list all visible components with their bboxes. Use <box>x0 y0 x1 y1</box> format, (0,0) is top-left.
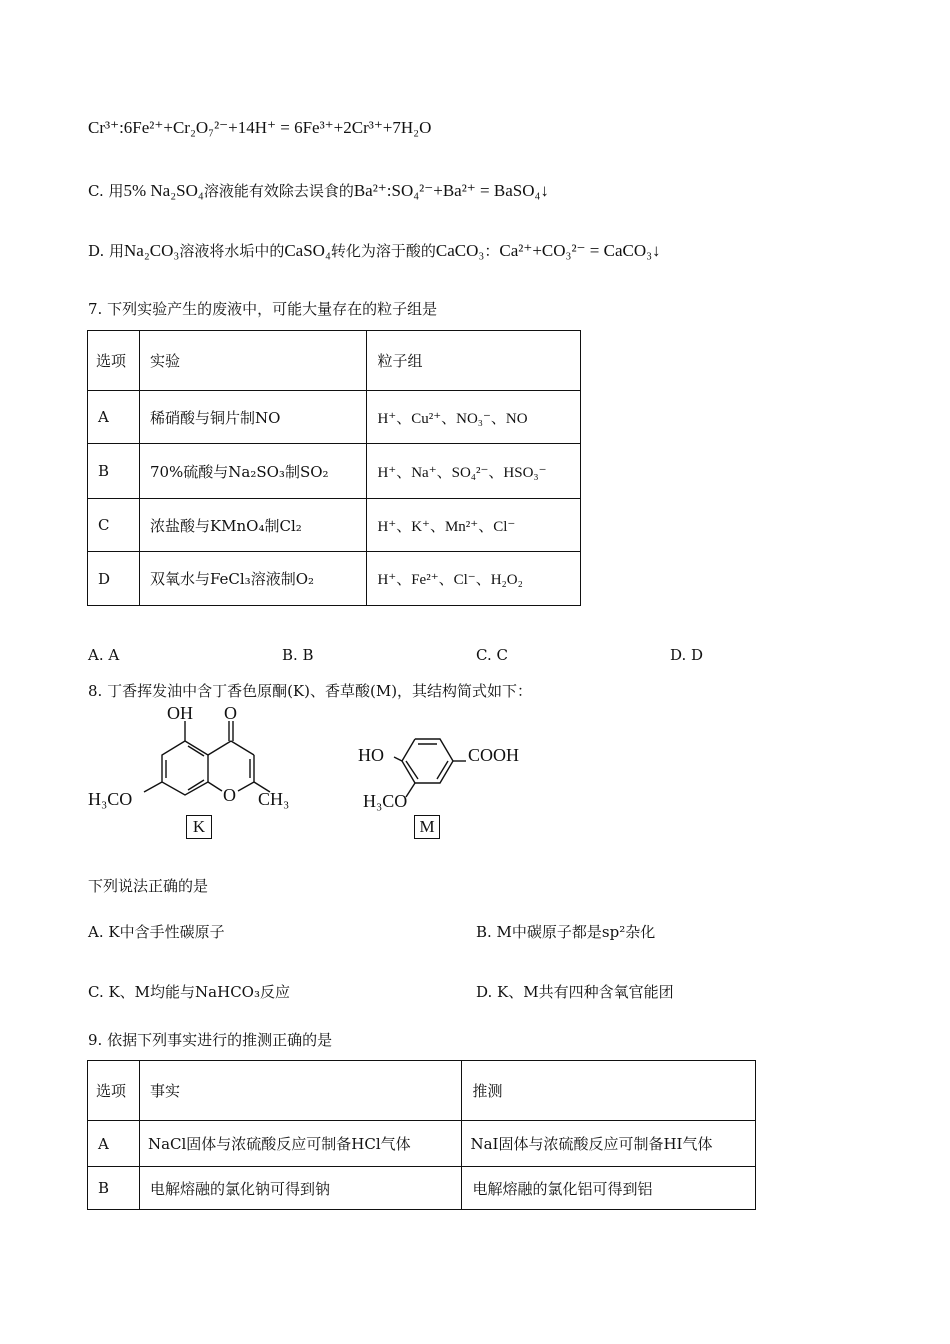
table-row <box>88 552 581 606</box>
q9-header-fact: 事实 <box>139 1061 462 1121</box>
k-oh-label: OH <box>167 705 193 723</box>
q6d-reagent3: CaCO₃ <box>435 241 485 260</box>
q9-row-a-opt: A <box>88 1121 140 1167</box>
k-ch3-label: CH₃ <box>258 789 290 809</box>
q9-stem: 9. 依据下列事实进行的推测正确的是 <box>88 1031 333 1049</box>
q7-header-option: 选项 <box>88 331 140 391</box>
q7-row-c-ions: H⁺、K⁺、Mn²⁺、Cl⁻ <box>367 499 581 552</box>
structure-m-label: M <box>414 815 440 839</box>
m-ho-label: HO <box>358 745 384 765</box>
q7-row-d-ions: H⁺、Fe²⁺、Cl⁻、H₂O₂ <box>367 552 581 606</box>
q6c-reagent: 5% Na₂SO₄ <box>123 181 204 200</box>
m-cooh-label: COOH <box>468 745 520 765</box>
q6d-reagent2: CaSO₄ <box>284 241 331 260</box>
q6c-text: 溶液能有效除去误食的 <box>203 182 354 200</box>
structure-k-label: K <box>186 815 212 839</box>
q7-choice-a: A. A <box>88 646 120 664</box>
q7-choice-d: D. D <box>670 646 704 664</box>
structure-k <box>80 705 310 815</box>
q9-row-b-fact: 电解熔融的氯化钠可得到钠 <box>139 1167 462 1210</box>
q7-choice-c: C. C <box>476 646 508 664</box>
q9-row-a-guess: NaI固体与浓硫酸反应可制备HI气体 <box>462 1121 756 1167</box>
q7-row-c-opt: C <box>88 499 140 552</box>
q7-row-b-opt: B <box>88 444 140 499</box>
q7-row-a-ions: H⁺、Cu²⁺、NO₃⁻、NO <box>367 391 581 444</box>
q6-option-d <box>88 240 661 261</box>
q9-row-a-fact: NaCl固体与浓硫酸反应可制备HCl气体 <box>139 1121 462 1167</box>
k-o-label: O <box>224 705 237 723</box>
q8-sub-stem: 下列说法正确的是 <box>88 877 209 895</box>
q7-stem: 7. 下列实验产生的废液中，可能大量存在的粒子组是 <box>88 300 438 318</box>
table-row <box>88 1121 756 1167</box>
q6-option-c <box>88 180 549 201</box>
q7-header-particles: 粒子组 <box>367 331 581 391</box>
q6d-prefix: D. 用 <box>88 242 125 260</box>
k-ring-o-label: O <box>223 785 236 805</box>
q9-header-row <box>88 1061 756 1121</box>
q6c-equation: Ba²⁺:SO₄²⁻+Ba²⁺ = BaSO₄↓ <box>353 181 549 200</box>
q7-row-b-ions: H⁺、Na⁺、SO₄²⁻、HSO₃⁻ <box>367 444 581 499</box>
q8-choice-b: B. M中碳原子都是sp²杂化 <box>476 923 656 941</box>
q6d-text1: 溶液将水垢中的 <box>179 242 285 260</box>
q7-table <box>87 330 581 606</box>
q8-choice-a: A. K中含手性碳原子 <box>88 923 225 941</box>
q9-table <box>87 1060 756 1210</box>
q7-choice-b: B. B <box>282 646 314 664</box>
q6d-equation: Ca²⁺+CO₃²⁻ = CaCO₃↓ <box>499 241 661 260</box>
q8-stem: 8. 丁香挥发油中含丁香色原酮(K)、香草酸(M)，其结构简式如下： <box>88 682 533 700</box>
table-row <box>88 499 581 552</box>
q9-row-b-guess: 电解熔融的氯化铝可得到铝 <box>462 1167 756 1210</box>
m-h3co-label: H₃CO <box>363 791 408 811</box>
q7-row-a-opt: A <box>88 391 140 444</box>
q7-header-row <box>88 331 581 391</box>
q7-row-d-exp: 双氧水与FeCl₃溶液制O₂ <box>139 552 367 606</box>
q9-header-option: 选项 <box>88 1061 140 1121</box>
structure-m <box>350 725 550 815</box>
q9-header-guess: 推测 <box>462 1061 756 1121</box>
q7-header-experiment: 实验 <box>139 331 367 391</box>
table-row <box>88 1167 756 1210</box>
q6c-prefix: C. 用 <box>88 182 124 200</box>
q8-choice-c: C. K、M均能与NaHCO₃反应 <box>88 983 290 1001</box>
top-equation: Cr³⁺:6Fe²⁺+Cr₂O₇²⁻+14H⁺ = 6Fe³⁺+2Cr³⁺+7H₂O <box>88 118 432 137</box>
q7-row-b-exp: 70%硫酸与Na₂SO₃制SO₂ <box>139 444 367 499</box>
table-row <box>88 444 581 499</box>
q6d-reagent: Na₂CO₃ <box>124 241 180 260</box>
q8-choice-d: D. K、M共有四种含氧官能团 <box>476 983 674 1001</box>
q7-row-a-exp: 稀硝酸与铜片制NO <box>139 391 367 444</box>
q7-row-d-opt: D <box>88 552 140 606</box>
q6d-sep: ： <box>484 242 500 260</box>
table-row <box>88 391 581 444</box>
q9-row-b-opt: B <box>88 1167 140 1210</box>
k-h3co-label: H₃CO <box>88 789 133 809</box>
q7-row-c-exp: 浓盐酸与KMnO₄制Cl₂ <box>139 499 367 552</box>
q6d-text2: 转化为溶于酸的 <box>330 242 436 260</box>
